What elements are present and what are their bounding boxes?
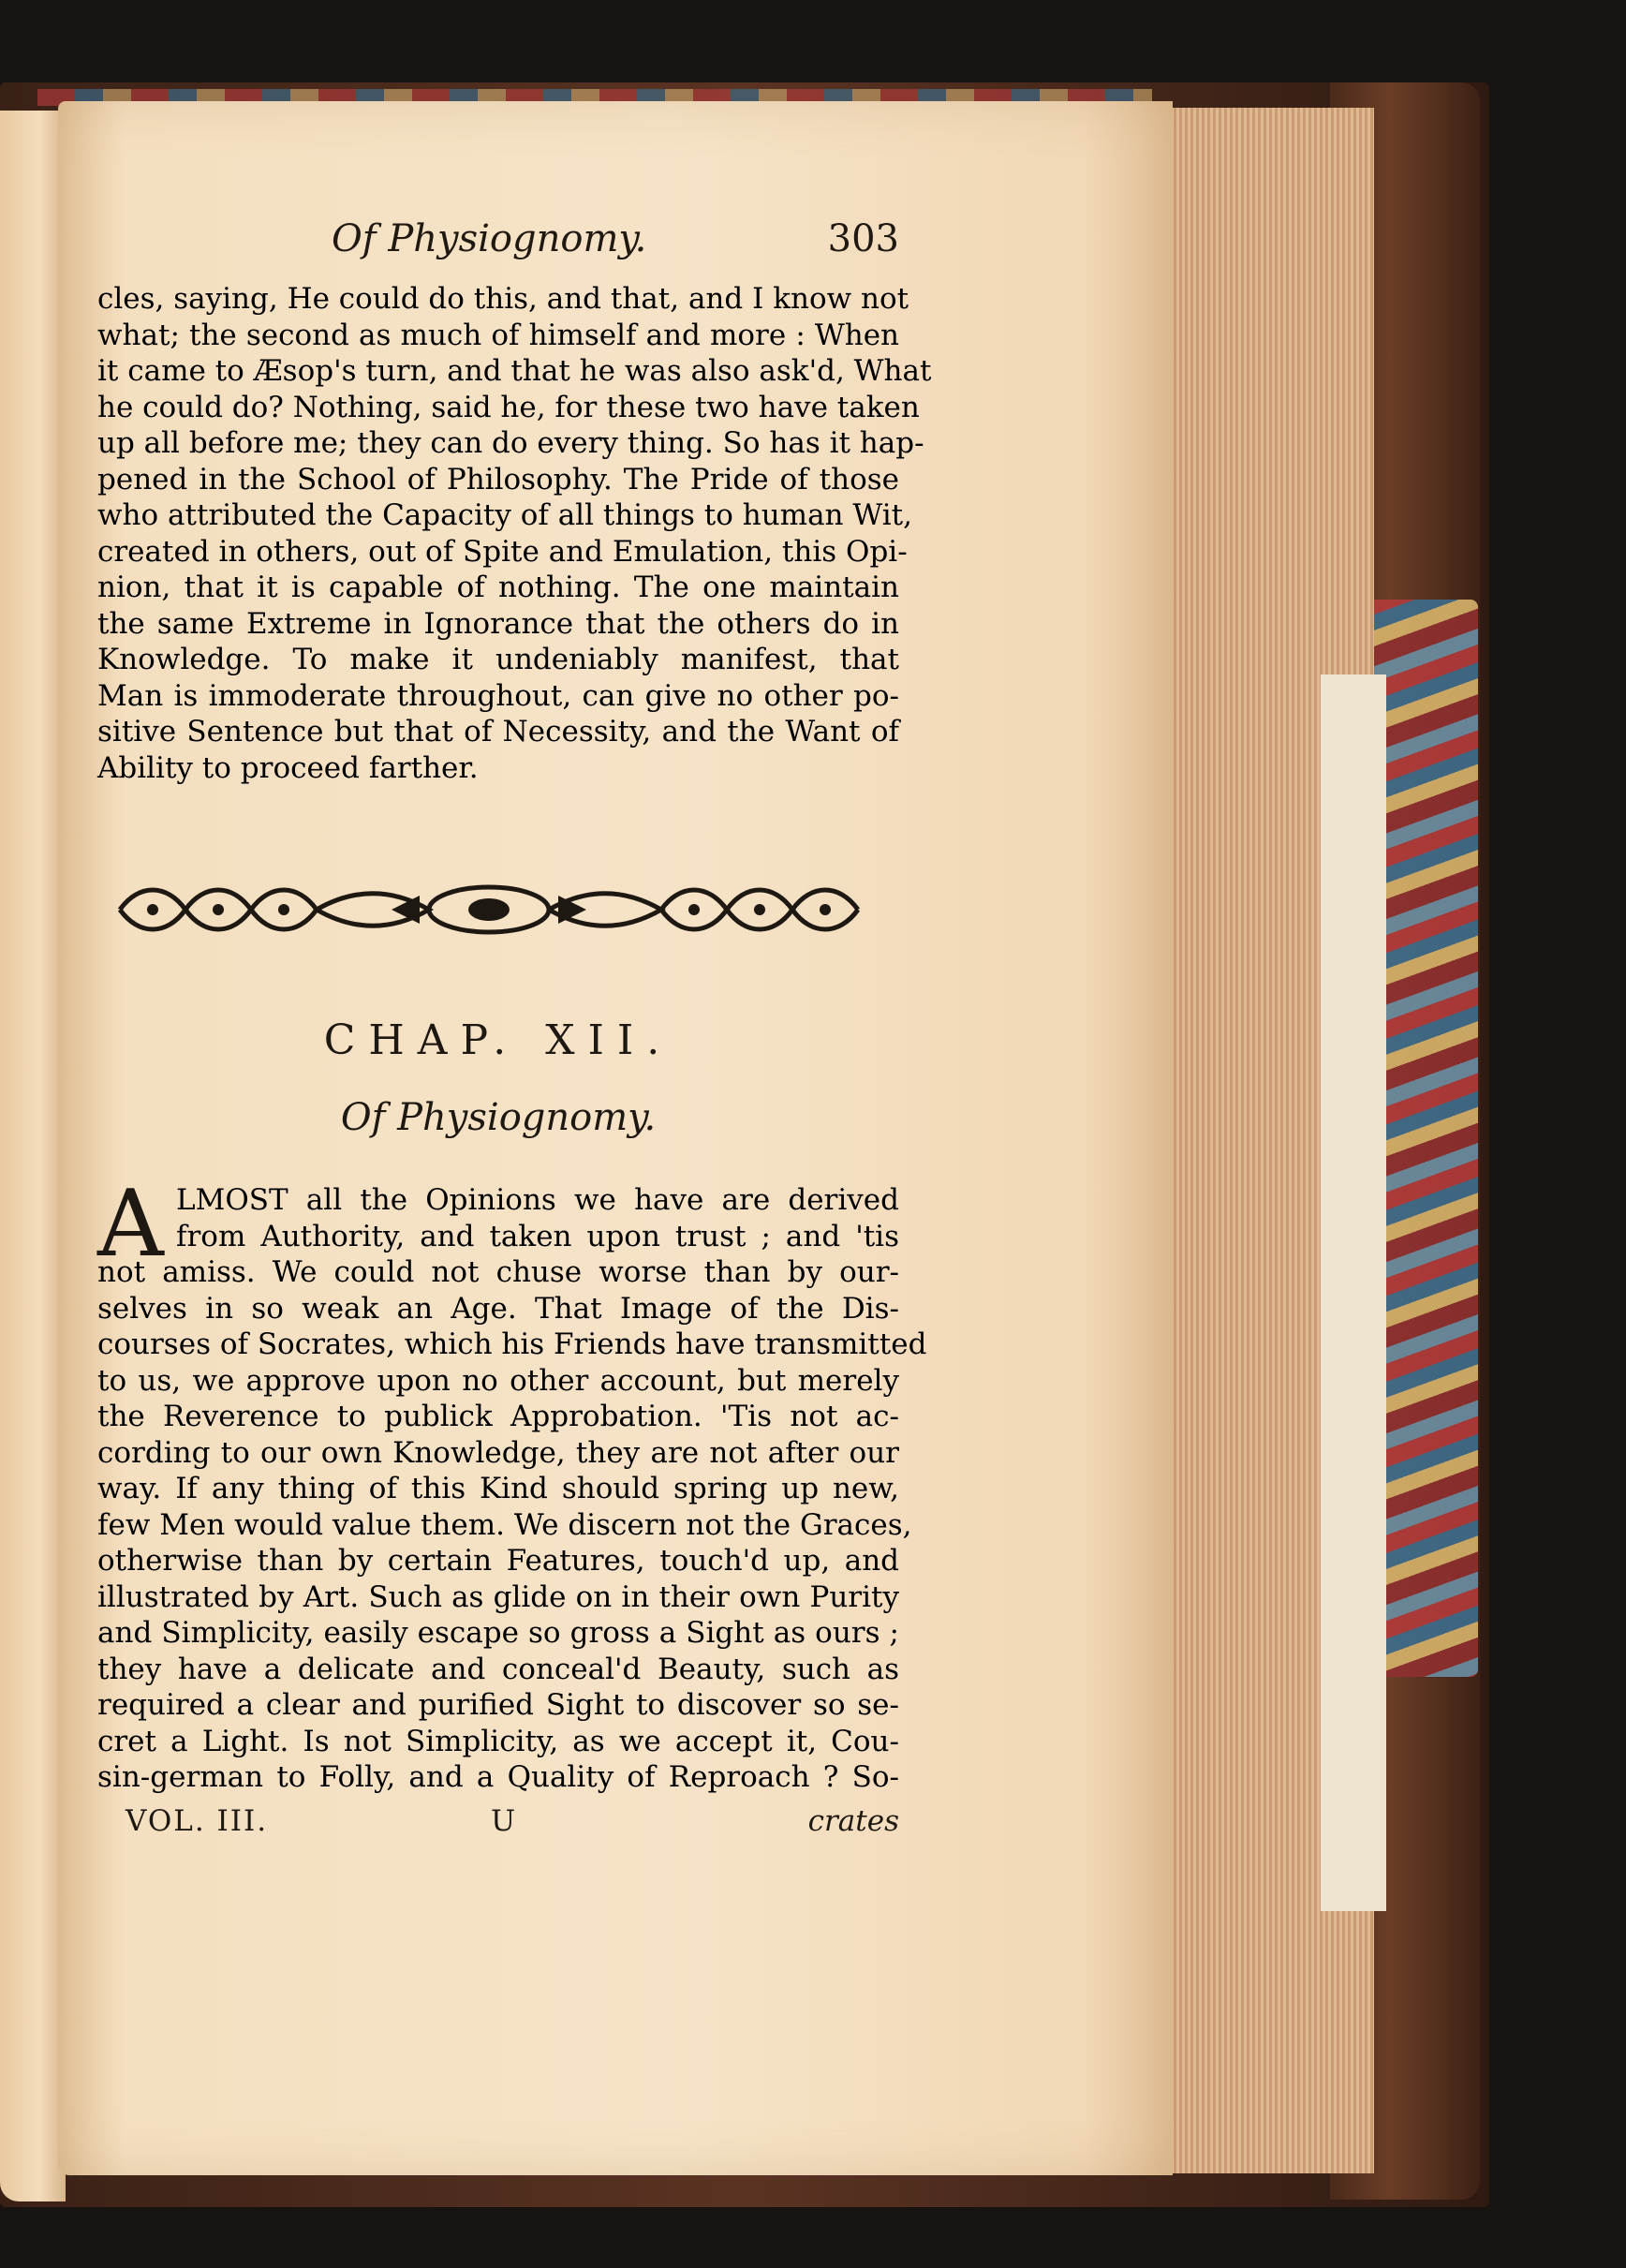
running-header — [97, 217, 899, 274]
left-page-edge — [0, 111, 66, 2201]
text-line: LMOST all the Opinions we have are derived — [176, 1183, 899, 1217]
text-line: courses of Socrates, which his Friends have transmitted — [97, 1327, 927, 1361]
page-fore-edge-highlight — [1321, 674, 1386, 1911]
text-line: from Authority, and taken upon trust ; and 'tis — [176, 1219, 899, 1253]
text-line: not amiss. We could not chuse worse than by our- — [97, 1255, 899, 1289]
text-line: cret a Light. Is not Simplicity, as we accept it, Cou- — [97, 1724, 899, 1758]
text-line: few Men would value them. We discern not the Graces, — [97, 1507, 912, 1542]
text-line: it came to Æsop's turn, and that he was also ask'd, What — [97, 354, 932, 388]
text-line: created in others, out of Spite and Emulation, this Opi- — [97, 534, 908, 569]
chapter-title: Of Physiognomy. — [340, 1096, 657, 1139]
drop-cap: A — [97, 1171, 164, 1278]
text-line: up all before me; they can do every thing. So has it hap- — [97, 426, 924, 460]
signature-mark: U — [491, 1804, 516, 1838]
chapter-heading: CHAP. XII. — [323, 1016, 673, 1064]
text-line: otherwise than by certain Features, touch'd up, and — [97, 1544, 899, 1578]
text-line: sitive Sentence but that of Necessity, and the Want of — [97, 715, 899, 749]
text-line: selves in so weak an Age. That Image of the Dis- — [97, 1291, 899, 1326]
text-line: what; the second as much of himself and more : When — [97, 318, 899, 352]
text-line: Man is immoderate throughout, can give no other po- — [97, 678, 899, 713]
text-line: way. If any thing of this Kind should spring up new, — [97, 1472, 899, 1505]
volume-label: VOL. III. — [126, 1804, 269, 1838]
text-line: required a clear and purified Sight to discover so se- — [97, 1688, 899, 1722]
text-line: to us, we approve upon no other account, but merely — [97, 1363, 899, 1398]
text-line: they have a delicate and conceal'd Beauty, such as — [97, 1652, 899, 1686]
text-line: the same Extreme in Ignorance that the others do in — [97, 606, 899, 641]
catchword: crates — [807, 1804, 899, 1838]
chapter-paragraph — [97, 1171, 927, 1796]
text-line: Ability to proceed farther. — [97, 750, 479, 785]
ornament-divider-icon — [111, 879, 867, 941]
text-line: he could do? Nothing, said he, for these two have taken — [97, 390, 920, 424]
text-line: sin-german to Folly, and a Quality of Reproach ? So- — [97, 1760, 899, 1794]
text-line: who attributed the Capacity of all things to human Wit, — [97, 498, 912, 532]
paragraph-continued — [97, 281, 932, 786]
text-line: and Simplicity, easily escape so gross a Sight as ours ; — [97, 1616, 899, 1650]
text-line: cording to our own Knowledge, they are not after our — [97, 1435, 899, 1470]
text-line: nion, that it is capable of nothing. The one maintain — [97, 571, 899, 604]
text-line: the Reverence to publick Approbation. 'Tis not ac- — [97, 1400, 899, 1433]
page-number: 303 — [827, 217, 899, 260]
text-line: Knowledge. To make it undeniably manifest, that — [97, 643, 899, 676]
text-line: cles, saying, He could do this, and that, and I know not — [97, 282, 909, 316]
text-line: illustrated by Art. Such as glide on in their own Purity — [97, 1579, 899, 1614]
text-line: pened in the School of Philosophy. The Pride of those — [97, 462, 899, 497]
page-footer — [97, 1804, 899, 1842]
running-title: Of Physiognomy. — [332, 217, 647, 260]
